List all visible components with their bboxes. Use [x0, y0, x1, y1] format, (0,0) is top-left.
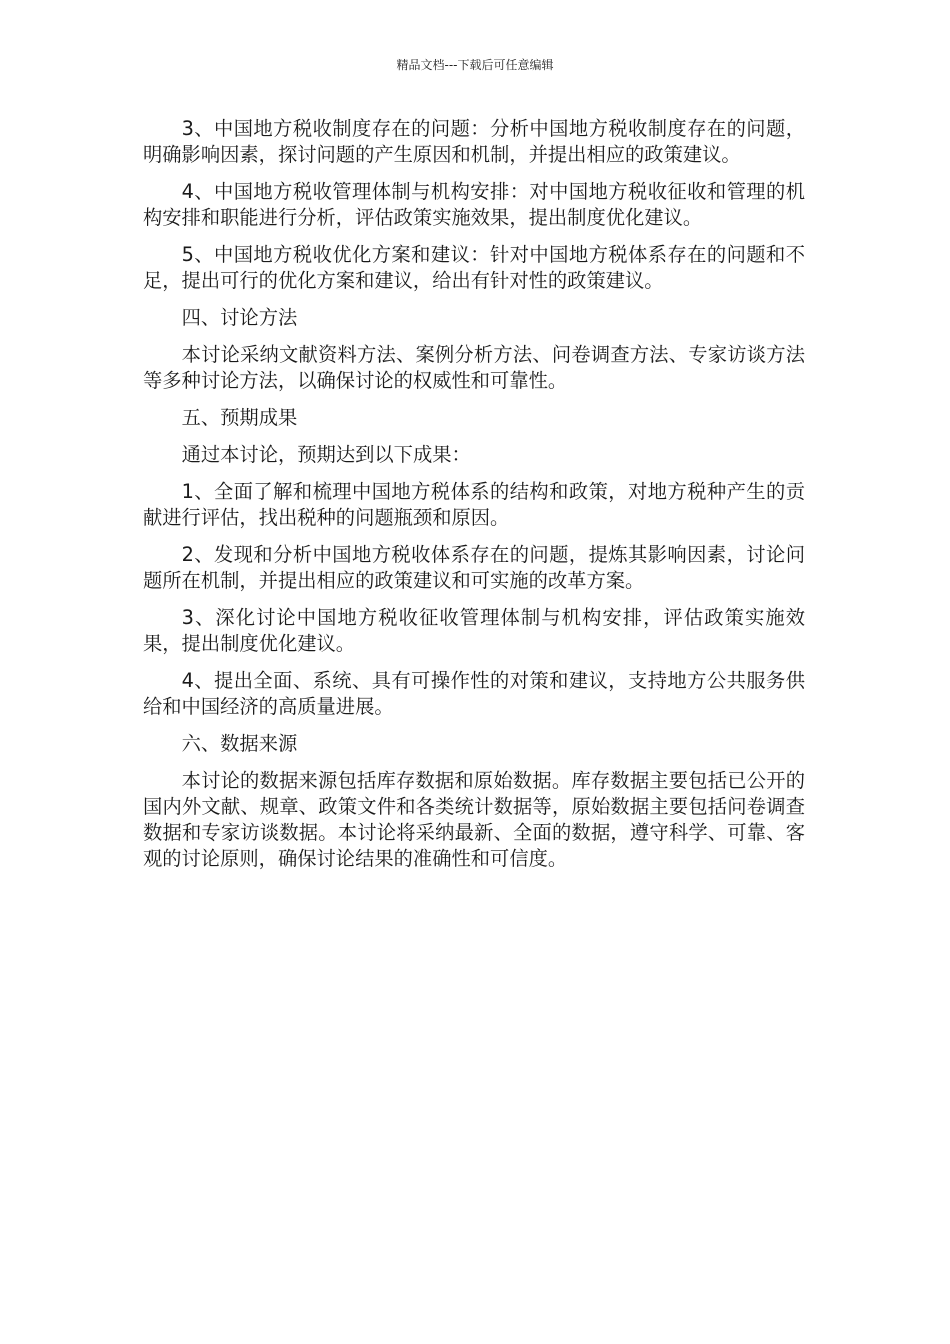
paragraph-result-1: 1、全面了解和梳理中国地方税体系的结构和政策，对地方税种产生的贡献进行评估，找出税种的问题瓶颈和原因。	[143, 480, 805, 529]
paragraph-result-3: 3、深化讨论中国地方税收征收管理体制与机构安排，评估政策实施效果，提出制度优化建议。	[143, 606, 805, 655]
paragraph-research-content-5: 5、中国地方税收优化方案和建议：针对中国地方税体系存在的问题和不足，提出可行的优化方案和建议，给出有针对性的政策建议。	[143, 243, 805, 292]
paragraph-data-sources: 本讨论的数据来源包括库存数据和原始数据。库存数据主要包括已公开的国内外文献、规章、政策文件和各类统计数据等，原始数据主要包括问卷调查数据和专家访谈数据。本讨论将采纳最新、全面的数据，遵守科学、可靠、客观的讨论原则，确保讨论结果的准确性和可信度。	[143, 769, 805, 870]
paragraph-result-2: 2、发现和分析中国地方税收体系存在的问题，提炼其影响因素，讨论问题所在机制，并提出相应的政策建议和可实施的改革方案。	[143, 543, 805, 592]
page-header: 精品文档---下载后可任意编辑	[396, 58, 554, 72]
paragraph-research-content-3: 3、中国地方税收制度存在的问题：分析中国地方税收制度存在的问题，明确影响因素，探讨问题的产生原因和机制，并提出相应的政策建议。	[143, 117, 805, 166]
section-heading-methods: 四、讨论方法	[181, 306, 298, 329]
paragraph-results-intro: 通过本讨论，预期达到以下成果：	[181, 443, 471, 466]
paragraph-methods: 本讨论采纳文献资料方法、案例分析方法、问卷调查方法、专家访谈方法等多种讨论方法，以确保讨论的权威性和可靠性。	[143, 343, 805, 392]
section-heading-data-sources: 六、数据来源	[181, 732, 298, 755]
section-heading-expected-results: 五、预期成果	[181, 406, 298, 429]
paragraph-research-content-4: 4、中国地方税收管理体制与机构安排：对中国地方税收征收和管理的机构安排和职能进行分析，评估政策实施效果，提出制度优化建议。	[143, 180, 805, 229]
paragraph-result-4: 4、提出全面、系统、具有可操作性的对策和建议，支持地方公共服务供给和中国经济的高质量进展。	[143, 669, 805, 718]
document-body	[143, 116, 805, 883]
